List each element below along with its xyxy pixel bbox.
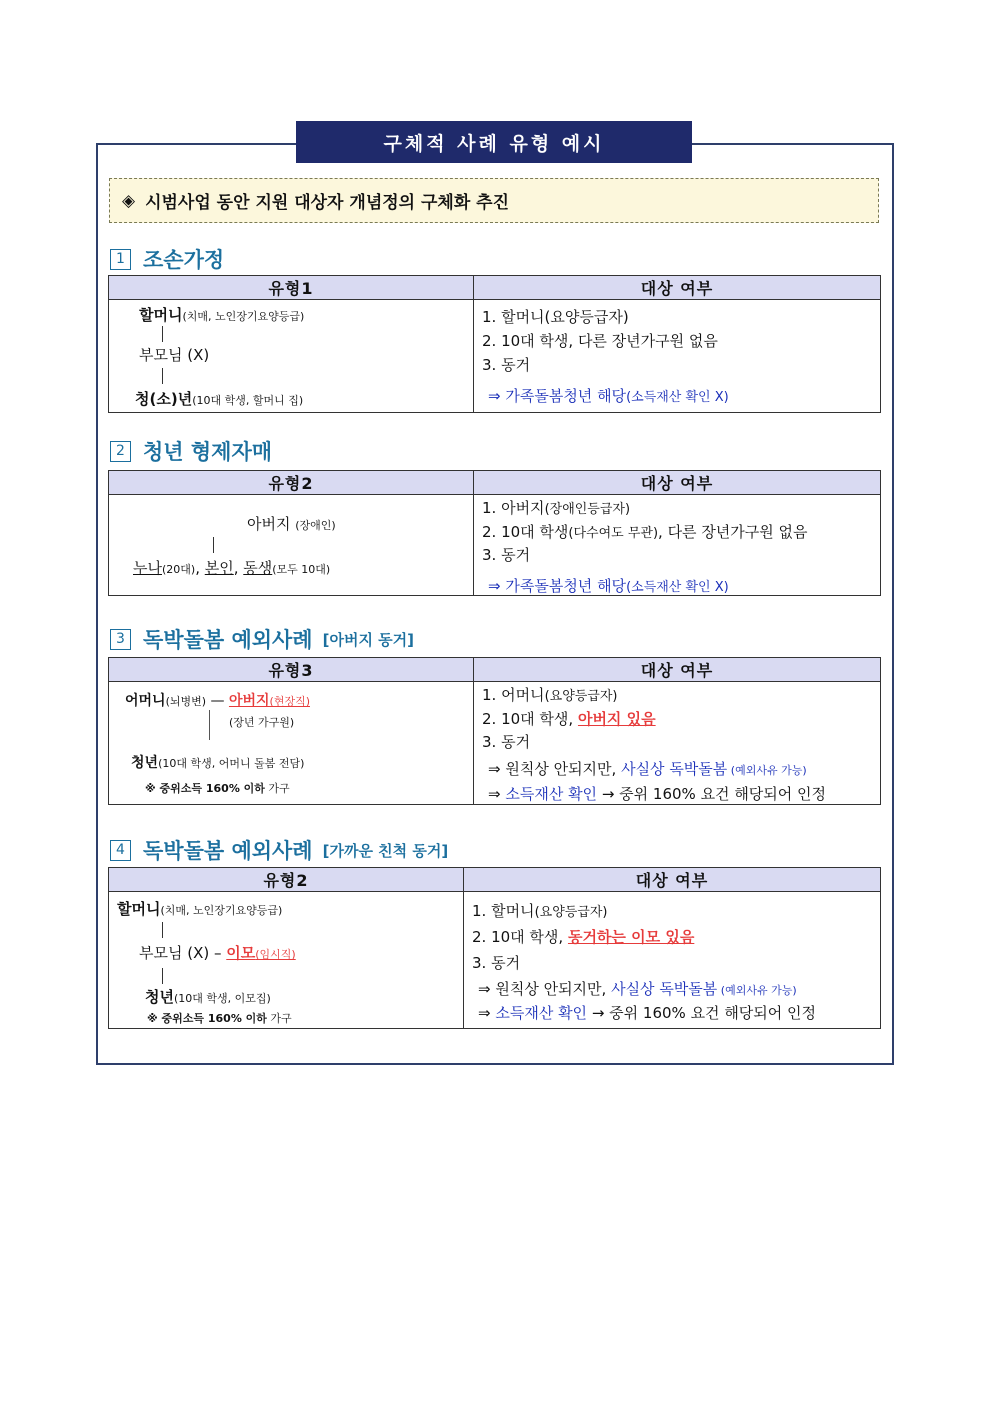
parents-label: 부모님 (X) – — [139, 944, 227, 962]
criterion-3: 3. 동거 — [482, 356, 531, 374]
arrow-icon: ⇒ — [488, 387, 501, 405]
criterion-text: 1. 아버지 — [482, 499, 545, 517]
criterion-text: , 다른 장년가구원 없음 — [658, 523, 808, 541]
col-type: 유형2 — [109, 471, 474, 495]
result-highlight: 사실상 독박돌봄 — [611, 980, 718, 998]
criterion-text: 2. 10대 학생 — [482, 523, 569, 541]
section-number: 4 — [110, 840, 131, 861]
col-type: 유형3 — [109, 658, 474, 682]
result-highlight: 소득재산 확인 — [505, 785, 598, 803]
youth-label: 청(소)년 — [135, 390, 193, 408]
result-highlight: 사실상 독박돌봄 — [621, 760, 728, 778]
youth-note: (10대 학생, 어머니 돌봄 전담) — [158, 757, 305, 770]
mother-label: 어머니 — [125, 693, 166, 709]
result-highlight: 소득재산 확인 — [495, 1004, 588, 1022]
section-3-heading — [110, 624, 414, 654]
income-text: ※ 중위소득 160% 이하 — [145, 782, 265, 795]
criterion-2 — [472, 926, 694, 947]
section-1-heading — [110, 244, 224, 274]
result-note: (예외사유 가능) — [717, 984, 797, 997]
father-note: (현장직) — [269, 695, 310, 708]
result-note: (예외사유 가능) — [727, 764, 807, 777]
youth-note: (10대 학생, 할머니 집) — [192, 394, 304, 407]
criterion-note: (장애인등급자) — [544, 502, 631, 517]
criterion-1: 1. 할머니(요양등급자) — [482, 308, 629, 326]
eligibility-list — [474, 682, 881, 805]
mother-note: (뇌병변) — [165, 695, 207, 708]
section-title: 독박돌봄 예외사례 — [143, 628, 313, 652]
section-title: 조손가정 — [143, 248, 225, 272]
result-main: 가족돌봄청년 해당 — [505, 387, 627, 405]
eligibility-list — [474, 300, 881, 413]
notice-box — [109, 178, 879, 223]
result-text: ⇒ 원칙상 안되지만, — [478, 980, 612, 998]
youth-note: (10대 학생, 이모집) — [173, 992, 271, 1005]
criterion-highlight: 아버지 있음 — [577, 710, 656, 728]
col-type: 유형1 — [109, 276, 474, 300]
criterion-3: 3. 동거 — [482, 733, 531, 751]
criterion-text: 2. 10대 학생, — [472, 928, 568, 946]
siblings-line — [133, 557, 330, 578]
criterion-1 — [482, 497, 630, 518]
income-note — [147, 1010, 292, 1026]
result-line-1 — [488, 758, 807, 779]
father-label: 아버지 — [228, 693, 270, 709]
parents-line — [139, 942, 296, 963]
criterion-note: (다수여도 무관) — [568, 526, 659, 541]
income-text: ※ 중위소득 160% 이하 — [147, 1012, 267, 1025]
criterion-2 — [482, 521, 808, 542]
criterion-note: (요양등급자) — [544, 689, 618, 704]
arrow-icon: ⇒ — [488, 577, 501, 595]
result-line-2 — [478, 1002, 816, 1023]
arrow-icon: ⇒ — [488, 785, 506, 803]
criterion-highlight: 동거하는 이모 있음 — [567, 928, 695, 946]
grandmother-label: 할머니 — [117, 900, 161, 918]
income-note — [145, 780, 290, 796]
result-line-1 — [478, 978, 797, 999]
criterion-text: 1. 어머니 — [482, 686, 545, 704]
col-eligibility: 대상 여부 — [464, 868, 881, 892]
younger-sibling-label: 동생 — [243, 559, 273, 577]
result-text: → 중위 160% 요건 해당되어 인정 — [587, 1004, 817, 1022]
criterion-3: 3. 동거 — [472, 954, 521, 972]
income-tail: 가구 — [266, 1012, 292, 1025]
adult-member-note: (장년 가구원) — [229, 716, 295, 729]
section-subtitle: [가까운 친척 동거] — [322, 841, 449, 860]
siblings-note: (모두 10대) — [272, 563, 331, 576]
aunt-label: 이모 — [226, 944, 256, 962]
col-type: 유형2 — [109, 868, 464, 892]
criterion-1 — [482, 684, 618, 705]
parents-label: 부모님 (X) — [139, 346, 210, 364]
family-structure — [109, 682, 474, 805]
section-2-heading — [110, 436, 272, 466]
family-structure — [109, 495, 474, 596]
section-number: 2 — [110, 441, 131, 462]
youth-label: 청년 — [131, 755, 159, 771]
father-label: 아버지 — [247, 515, 296, 533]
result-text: ⇒ 원칙상 안되지만, — [488, 760, 622, 778]
page-title: 구체적 사례 유형 예시 — [296, 121, 692, 163]
self-label: 본인 — [204, 559, 234, 577]
diamond-icon: ◈ — [122, 190, 136, 211]
result-note: (소득재산 확인 X) — [626, 580, 729, 595]
family-structure — [109, 300, 474, 413]
criterion-3: 3. 동거 — [482, 546, 531, 564]
result-text: → 중위 160% 요건 해당되어 인정 — [597, 785, 827, 803]
criterion-2: 2. 10대 학생, 다른 장년가구원 없음 — [482, 332, 718, 350]
separator: , — [233, 559, 244, 577]
section-title: 독박돌봄 예외사례 — [143, 839, 313, 863]
income-tail: 가구 — [264, 782, 290, 795]
col-eligibility: 대상 여부 — [474, 471, 881, 495]
result-line — [488, 385, 729, 406]
criterion-text: 1. 할머니 — [472, 902, 535, 920]
eligibility-list — [474, 495, 881, 596]
grandmother-note: (치매, 노인장기요양등급) — [160, 904, 283, 917]
case-table-4 — [108, 867, 881, 1029]
sister-label: 누나 — [133, 559, 162, 577]
col-eligibility: 대상 여부 — [474, 658, 881, 682]
separator: , — [195, 559, 205, 577]
dash: — — [206, 693, 229, 709]
eligibility-list — [464, 892, 881, 1029]
arrow-icon: ⇒ — [478, 1004, 496, 1022]
criterion-2 — [482, 708, 656, 729]
grandmother-note: (치매, 노인장기요양등급) — [182, 310, 305, 323]
section-title: 청년 형제자매 — [143, 440, 273, 464]
result-line — [488, 575, 729, 596]
section-number: 1 — [110, 249, 131, 270]
case-table-1 — [108, 275, 881, 413]
youth-label: 청년 — [145, 988, 174, 1006]
criterion-note: (요양등급자) — [534, 905, 608, 920]
result-line-2 — [488, 783, 826, 804]
section-number: 3 — [110, 629, 131, 650]
notice-text: 시범사업 동안 지원 대상자 개념정의 구체화 추진 — [145, 193, 510, 213]
criterion-1 — [472, 900, 608, 921]
sister-note: (20대) — [161, 563, 196, 576]
case-table-3 — [108, 657, 881, 805]
criterion-text: 2. 10대 학생, — [482, 710, 578, 728]
grandmother-label: 할머니 — [139, 306, 183, 324]
father-note: (장애인) — [295, 519, 336, 532]
section-subtitle: [아버지 동거] — [322, 630, 414, 649]
section-4-heading — [110, 835, 448, 865]
case-table-2 — [108, 470, 881, 596]
col-eligibility: 대상 여부 — [474, 276, 881, 300]
family-structure — [109, 892, 464, 1029]
result-note: (소득재산 확인 X) — [626, 390, 729, 405]
result-main: 가족돌봄청년 해당 — [505, 577, 627, 595]
aunt-note: (임시직) — [255, 948, 296, 961]
